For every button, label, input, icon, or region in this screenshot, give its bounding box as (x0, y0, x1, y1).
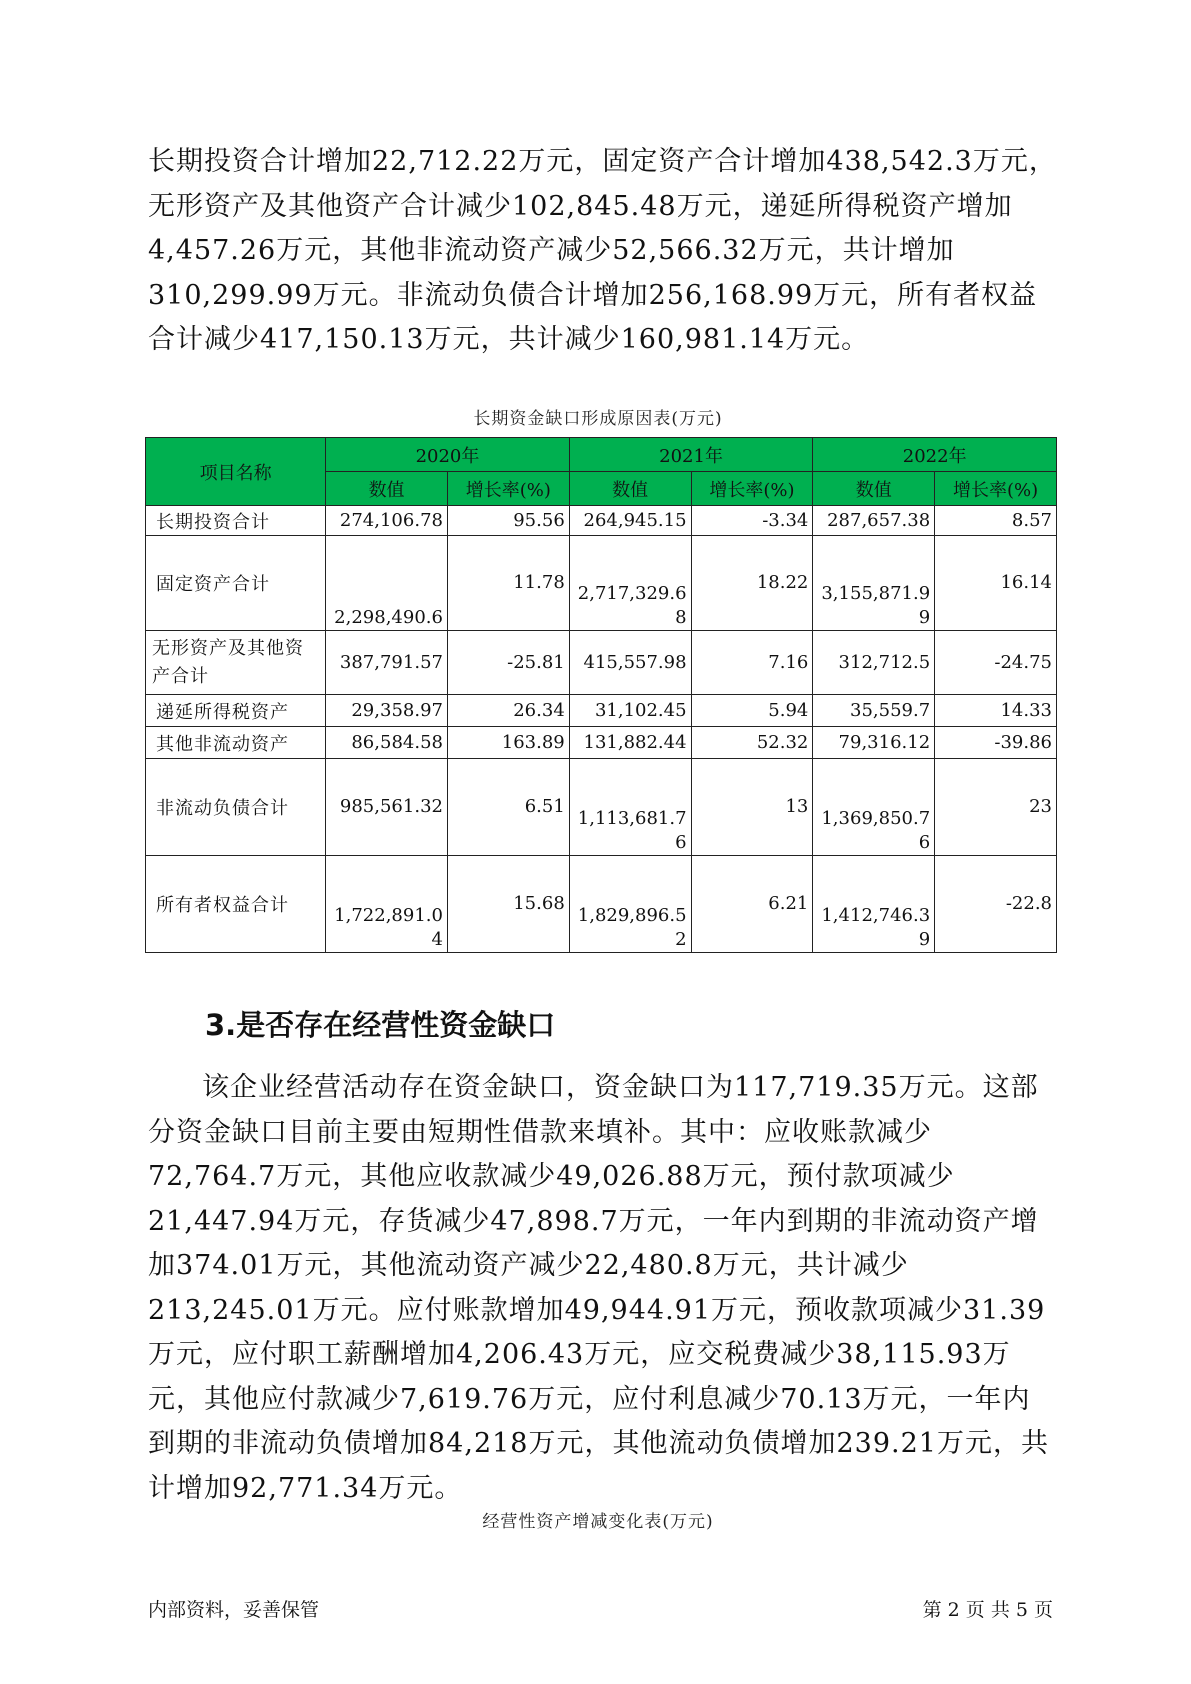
growth-2020: 26.34 (447, 695, 569, 727)
table-row (146, 695, 1057, 727)
value-2022: 79,316.12 (813, 727, 935, 759)
subheader-growth: 增长率(%) (691, 472, 813, 506)
row-name: 其他非流动资产 (146, 727, 326, 759)
value-2020: 985,561.32 (326, 759, 448, 856)
growth-2020: 95.56 (447, 506, 569, 536)
subheader-value: 数值 (569, 472, 691, 506)
value-2022: 287,657.38 (813, 506, 935, 536)
row-name: 非流动负债合计 (146, 759, 326, 856)
value-2021: 131,882.44 (569, 727, 691, 759)
table-row (146, 506, 1057, 536)
value-2022: 3,155,871.99 (813, 536, 935, 631)
header-year-2020: 2020年 (326, 438, 570, 472)
value-2020: 2,298,490.6 (326, 536, 448, 631)
value-2022: 1,369,850.76 (813, 759, 935, 856)
table-caption-2: 经营性资产增减变化表(万元) (482, 1512, 714, 1532)
value-2020: 274,106.78 (326, 506, 448, 536)
value-2022: 312,712.5 (813, 631, 935, 695)
value-2021: 1,829,896.52 (569, 856, 691, 953)
growth-2020: 11.78 (447, 536, 569, 631)
growth-2021: -3.34 (691, 506, 813, 536)
row-name: 固定资产合计 (146, 536, 326, 631)
subheader-growth: 增长率(%) (935, 472, 1057, 506)
value-2021: 31,102.45 (569, 695, 691, 727)
section-heading-3: 3.是否存在经营性资金缺口 (205, 1008, 556, 1042)
table-row (146, 631, 1057, 695)
subheader-value: 数值 (326, 472, 448, 506)
growth-2020: 6.51 (447, 759, 569, 856)
header-year-2022: 2022年 (813, 438, 1057, 472)
growth-2022: -22.8 (935, 856, 1057, 953)
footer-confidential-note: 内部资料，妥善保管 (148, 1599, 320, 1621)
table-row (146, 759, 1057, 856)
growth-2021: 52.32 (691, 727, 813, 759)
subheader-value: 数值 (813, 472, 935, 506)
growth-2022: 16.14 (935, 536, 1057, 631)
table-caption-1: 长期资金缺口形成原因表(万元) (473, 409, 723, 429)
growth-2020: 163.89 (447, 727, 569, 759)
growth-2022: 14.33 (935, 695, 1057, 727)
growth-2022: -39.86 (935, 727, 1057, 759)
value-2020: 29,358.97 (326, 695, 448, 727)
value-2020: 387,791.57 (326, 631, 448, 695)
growth-2022: 8.57 (935, 506, 1057, 536)
value-2022: 35,559.7 (813, 695, 935, 727)
growth-2021: 6.21 (691, 856, 813, 953)
value-2020: 86,584.58 (326, 727, 448, 759)
subheader-growth: 增长率(%) (447, 472, 569, 506)
table-row (146, 856, 1057, 953)
value-2021: 264,945.15 (569, 506, 691, 536)
row-name: 递延所得税资产 (146, 695, 326, 727)
header-item-name: 项目名称 (146, 438, 326, 506)
table-row (146, 727, 1057, 759)
value-2021: 415,557.98 (569, 631, 691, 695)
value-2021: 2,717,329.68 (569, 536, 691, 631)
table-row (146, 536, 1057, 631)
header-year-2021: 2021年 (569, 438, 813, 472)
row-name: 所有者权益合计 (146, 856, 326, 953)
row-name: 长期投资合计 (146, 506, 326, 536)
growth-2022: 23 (935, 759, 1057, 856)
growth-2020: -25.81 (447, 631, 569, 695)
long-term-funding-gap-table (145, 437, 1057, 953)
value-2022: 1,412,746.39 (813, 856, 935, 953)
growth-2021: 5.94 (691, 695, 813, 727)
growth-2020: 15.68 (447, 856, 569, 953)
growth-2022: -24.75 (935, 631, 1057, 695)
growth-2021: 7.16 (691, 631, 813, 695)
growth-2021: 18.22 (691, 536, 813, 631)
footer-page-number: 第 2 页 共 5 页 (922, 1599, 1053, 1621)
body-paragraph-1: 长期投资合计增加22,712.22万元，固定资产合计增加438,542.3万元，无形资产及其他资产合计减少102,845.48万元，递延所得税资产增加4,457.26万元，其他非流动资产减少52,566.32万元，共计增加310,299.99万元。非流动负债合计增加256,168.99万元，所有者权益合计减少417,150.13万元，共计减少160,981.14万元。 (148, 146, 1057, 355)
growth-2021: 13 (691, 759, 813, 856)
row-name: 无形资产及其他资产合计 (146, 631, 326, 695)
body-paragraph-2: 该企业经营活动存在资金缺口，资金缺口为117,719.35万元。这部分资金缺口目前主要由短期性借款来填补。其中：应收账款减少72,764.7万元，其他应收款减少49,026.88万元，预付款项减少21,447.94万元，存货减少47,898.7万元，一年内到期的非流动资产增加374.01万元，其他流动资产减少22,480.8万元，共计减少213,245.01万元。应付账款增加49,944.91万元，预收款项减少31.39万元，应付职工薪酬增加4,206.43万元，应交税费减少38,115.93万元，其他应付款减少7,619.76万元，应付利息减少70.13万元，一年内到期的非流动负债增加84,218万元，其他流动负债增加239.21万元，共计增加92,771.34万元。 (148, 1072, 1049, 1504)
value-2021: 1,113,681.76 (569, 759, 691, 856)
value-2020: 1,722,891.04 (326, 856, 448, 953)
